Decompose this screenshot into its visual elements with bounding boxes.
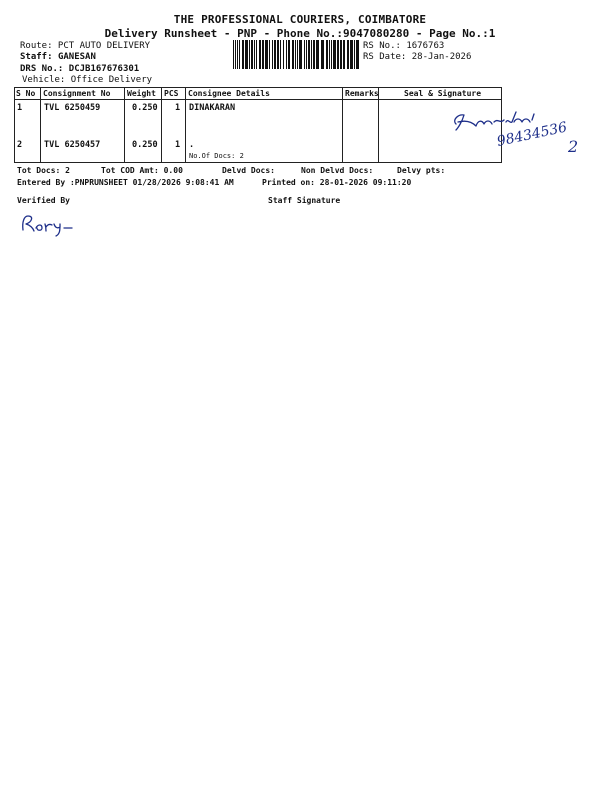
delvy-pts: Delvy pts: <box>397 166 446 175</box>
col-header-pcs: PCS <box>164 89 179 98</box>
barcode-graphic <box>233 40 359 69</box>
barcode-bar <box>274 40 276 69</box>
barcode-bar <box>269 40 270 69</box>
row2-sno: 2 <box>17 140 23 150</box>
col-header-remarks: Remarks <box>345 89 379 98</box>
col-header-consignment: Consignment No <box>43 89 111 98</box>
barcode-bar <box>288 40 290 69</box>
row1-consignment: TVL 6250459 <box>44 103 101 113</box>
rs-date-text: RS Date: 28-Jan-2026 <box>363 52 472 62</box>
barcode-bar <box>354 40 355 69</box>
barcode-bar <box>337 40 339 69</box>
barcode-bar <box>326 40 328 69</box>
route-text: Route: PCT AUTO DELIVERY <box>20 41 151 51</box>
barcode-bar <box>321 40 324 69</box>
barcode-bar <box>262 40 264 69</box>
barcode-bar <box>356 40 359 69</box>
col-header-seal-signature: Seal & Signature <box>404 89 482 98</box>
tot-cod-amt: Tot COD Amt: 0.00 <box>101 166 183 175</box>
staff-signature-label: Staff Signature <box>268 196 341 205</box>
barcode-bar <box>329 40 330 69</box>
barcode-bar <box>295 40 296 69</box>
barcode-bar <box>237 40 238 69</box>
barcode-bar <box>251 40 253 69</box>
drs-label: DRS No.: <box>20 64 64 74</box>
barcode-bar <box>316 40 319 69</box>
barcode-bar <box>283 40 284 69</box>
verified-by-label: Verified By <box>17 196 70 205</box>
signature-handwritten-digit: 2 <box>568 137 579 156</box>
staff-line <box>20 52 96 62</box>
barcode-bar <box>242 40 244 69</box>
runsheet-subtitle: Delivery Runsheet - PNP - Phone No.:9047080280 - Page No.:1 <box>104 27 496 40</box>
entered-by: Entered By :PNPRUNSHEET 01/28/2026 9:08:41 AM <box>17 178 234 187</box>
barcode-bar <box>299 40 302 69</box>
barcode-bar <box>347 40 349 69</box>
barcode-bar <box>235 40 236 69</box>
runsheet-table <box>14 87 502 163</box>
barcode-bar <box>272 40 273 69</box>
row1-pcs: 1 <box>175 103 181 113</box>
barcode-bar <box>249 40 250 69</box>
barcode-bar <box>239 40 240 69</box>
row2-weight: 0.250 <box>132 140 158 150</box>
delvd-docs: Delvd Docs: <box>222 166 275 175</box>
col-header-sno: S No <box>16 89 36 98</box>
barcode-bar <box>245 40 248 69</box>
barcode-bar <box>280 40 281 69</box>
barcode-bar <box>306 40 307 69</box>
barcode-bar <box>277 40 279 69</box>
drs-value: DCJB167676301 <box>68 64 140 74</box>
barcode-bar <box>313 40 315 69</box>
handwritten-signature <box>444 100 590 156</box>
barcode-bar <box>340 40 342 69</box>
barcode-bar <box>259 40 261 69</box>
barcode-bar <box>297 40 298 69</box>
row2-pcs: 1 <box>175 140 181 150</box>
barcode-bar <box>292 40 294 69</box>
row2-doc-count: No.Of Docs: 2 <box>189 152 244 160</box>
barcode-bar <box>256 40 257 69</box>
tot-docs: Tot Docs: 2 <box>17 166 70 175</box>
barcode-bar <box>331 40 332 69</box>
row1-weight: 0.250 <box>132 103 158 113</box>
vehicle-text: Vehicle: Office Delivery <box>22 75 153 85</box>
barcode-bar <box>233 40 234 69</box>
barcode-bar <box>311 40 312 69</box>
staff-value: GANESAN <box>57 52 96 62</box>
drs-line <box>20 64 139 74</box>
barcode-bar <box>350 40 353 69</box>
col-header-weight: Weight <box>127 89 156 98</box>
row1-sno: 1 <box>17 103 23 113</box>
printed-on: Printed on: 28-01-2026 09:11:20 <box>262 178 412 187</box>
row1-consignee: DINAKARAN <box>189 103 236 113</box>
barcode-bar <box>343 40 345 69</box>
barcode-bar <box>304 40 305 69</box>
col-header-consignee: Consignee Details <box>188 89 270 98</box>
rs-no-text: RS No.: 1676763 <box>363 41 445 51</box>
staff-label: Staff: <box>20 52 53 62</box>
table-grid <box>14 87 502 163</box>
row2-consignment: TVL 6250457 <box>44 140 101 150</box>
row2-consignee: . <box>189 140 195 150</box>
verified-by-signature <box>18 210 82 238</box>
barcode-bar <box>265 40 268 69</box>
barcode-bar <box>308 40 310 69</box>
non-delvd-docs: Non Delvd Docs: <box>301 166 374 175</box>
barcode-bar <box>254 40 255 69</box>
barcode-bar <box>333 40 336 69</box>
company-title: THE PROFESSIONAL COURIERS, COIMBATORE <box>173 13 427 26</box>
signature-handwritten-number: 98434536 <box>495 119 569 150</box>
barcode-bar <box>286 40 287 69</box>
